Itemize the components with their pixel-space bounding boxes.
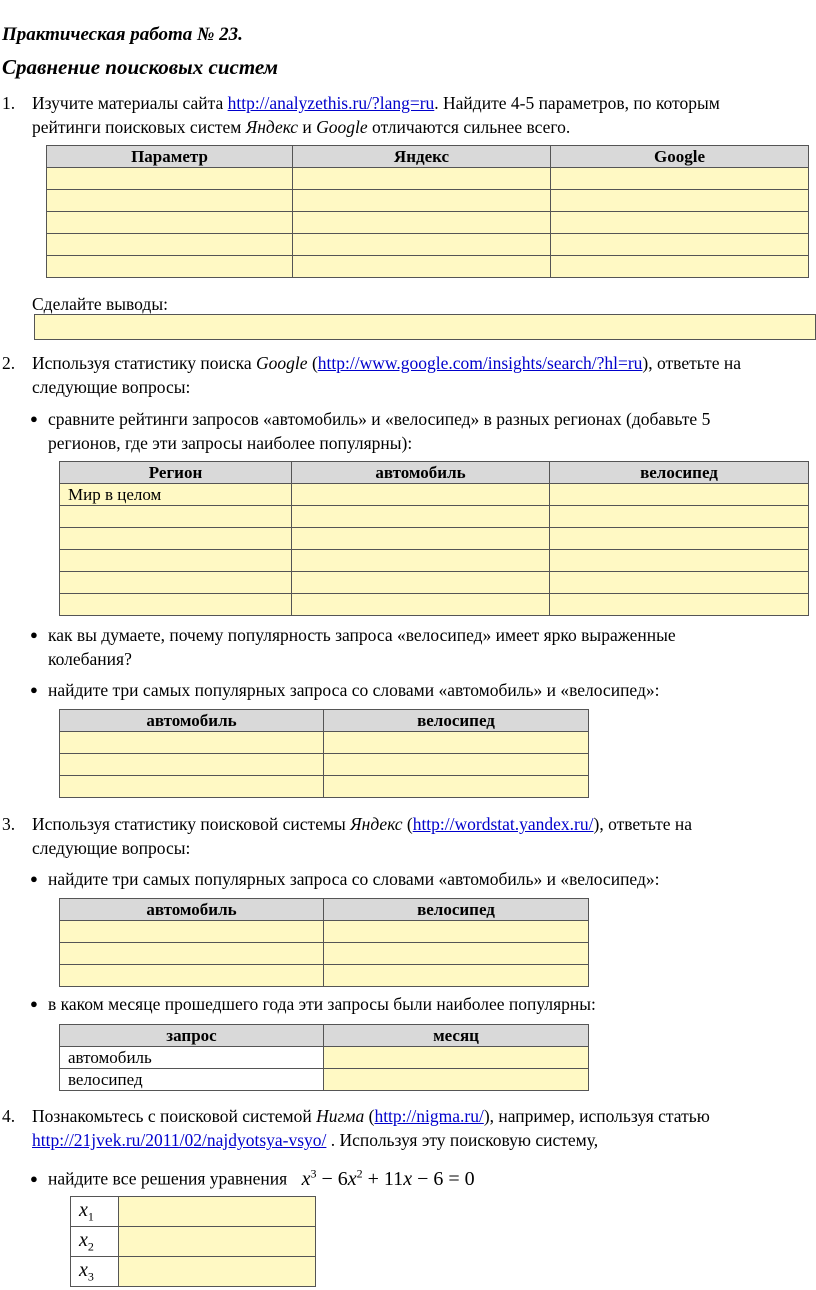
answer-cell[interactable]	[324, 943, 589, 965]
yandex-top-queries-table	[59, 898, 589, 987]
answer-cell[interactable]	[292, 484, 550, 506]
bullet-icon: ●	[30, 996, 38, 1011]
answer-cell[interactable]	[119, 1227, 316, 1257]
table-row	[60, 965, 589, 987]
bullet-month: ● в каком месяце прошедшего года эти запросы были наиболее популярны:	[30, 994, 596, 1014]
answer-cell[interactable]	[119, 1197, 316, 1227]
query-cell: велосипед	[60, 1069, 324, 1091]
answer-cell[interactable]	[60, 550, 292, 572]
task2-text: 2. Используя статистику поиска Google (http://www.google.com/insights/search/?hl=ru), ответьте на следующие вопросы:	[2, 353, 741, 397]
bullet-top-queries-google: ● найдите три самых популярных запроса со словами «автомобиль» и «велосипед»:	[30, 680, 660, 700]
answer-cell[interactable]	[551, 168, 809, 190]
answer-cell[interactable]	[550, 572, 809, 594]
col-header-bicycle: велосипед	[324, 710, 589, 732]
table-row	[60, 943, 589, 965]
bullet-fluctuations: ● как вы думаете, почему популярность запроса «велосипед» имеет ярко выраженные колебания?	[30, 625, 676, 669]
task4-link-nigma[interactable]: http://nigma.ru/	[374, 1106, 484, 1126]
table-row	[60, 550, 809, 572]
table-row	[47, 256, 809, 278]
col-header-bicycle: велосипед	[550, 462, 809, 484]
answer-cell[interactable]	[292, 506, 550, 528]
answer-cell[interactable]	[550, 594, 809, 616]
subject-title: Сравнение поисковых систем	[2, 55, 279, 79]
answer-cell[interactable]	[60, 754, 324, 776]
answer-cell[interactable]	[60, 921, 324, 943]
table-row	[47, 168, 809, 190]
col-header-automobile: автомобиль	[60, 899, 324, 921]
answer-cell[interactable]	[60, 506, 292, 528]
answer-cell[interactable]	[60, 732, 324, 754]
answer-cell[interactable]	[551, 256, 809, 278]
answer-cell[interactable]	[324, 776, 589, 798]
table-row	[71, 1257, 316, 1287]
table-row	[60, 921, 589, 943]
bullet-icon: ●	[30, 682, 38, 697]
col-header-google: Google	[551, 146, 809, 168]
work-title: Практическая работа № 23.	[2, 24, 243, 45]
month-table	[59, 1024, 589, 1091]
answer-cell[interactable]	[47, 234, 293, 256]
answer-cell[interactable]	[324, 1047, 589, 1069]
task1-text: 1. Изучите материалы сайта http://analyzethis.ru/?lang=ru. Найдите 4-5 параметров, по которым рейтинги поисковых систем Яндекс и Google отличаются сильнее всего.	[2, 93, 720, 137]
conclusion-field[interactable]	[34, 314, 816, 340]
answer-cell[interactable]	[119, 1257, 316, 1287]
col-header-automobile: автомобиль	[60, 710, 324, 732]
table-row	[60, 506, 809, 528]
table-row	[71, 1197, 316, 1227]
table-row	[60, 732, 589, 754]
answer-cell[interactable]	[551, 234, 809, 256]
answer-cell[interactable]	[292, 572, 550, 594]
table-row	[60, 1069, 589, 1091]
table-row	[47, 234, 809, 256]
task4-number: 4.	[2, 1106, 16, 1126]
task4-text: 4. Познакомьтесь с поисковой системой Нигма (http://nigma.ru/), например, используя статью http://21jvek.ru/2011/02/najdyotsya-vsyo/ . Используя эту поисковую систему,	[2, 1106, 710, 1150]
task2-link[interactable]: http://www.google.com/insights/search/?hl=ru	[317, 353, 643, 373]
root-label: $x_1$	[71, 1197, 119, 1227]
table-row	[47, 190, 809, 212]
col-header-automobile: автомобиль	[292, 462, 550, 484]
answer-cell[interactable]	[293, 212, 551, 234]
google-top-queries-table	[59, 709, 589, 798]
table-row	[60, 484, 809, 506]
answer-cell[interactable]	[550, 506, 809, 528]
task1-link[interactable]: http://analyzethis.ru/?lang=ru	[227, 93, 435, 113]
table-row	[60, 1047, 589, 1069]
bullet-regions: ● сравните рейтинги запросов «автомобиль» и «велосипед» в разных регионах (добавьте 5 регионов, где эти запросы наиболее популярны):	[30, 409, 711, 453]
answer-cell[interactable]	[550, 528, 809, 550]
answer-cell[interactable]	[293, 190, 551, 212]
bullet-equation: ● найдите все решения уравнения $x^3 - 6x^2 + 11x - 6 = 0$	[30, 1166, 475, 1190]
table-row	[60, 594, 809, 616]
answer-cell[interactable]	[550, 550, 809, 572]
table-row	[60, 754, 589, 776]
table-row	[60, 528, 809, 550]
parameters-table	[46, 145, 809, 278]
answer-cell[interactable]	[293, 168, 551, 190]
answer-cell[interactable]	[551, 190, 809, 212]
task3-number: 3.	[2, 814, 16, 834]
table-row	[71, 1227, 316, 1257]
answer-cell[interactable]	[60, 594, 292, 616]
root-label: $x_3$	[71, 1257, 119, 1287]
conclusion-label: Сделайте выводы:	[32, 294, 168, 314]
answer-cell[interactable]	[293, 234, 551, 256]
bullet-icon: ●	[30, 871, 38, 886]
col-header-query: запрос	[60, 1025, 324, 1047]
answer-cell[interactable]	[47, 256, 293, 278]
table-row	[60, 776, 589, 798]
answer-cell[interactable]	[292, 594, 550, 616]
answer-cell[interactable]	[324, 965, 589, 987]
answer-cell[interactable]	[60, 572, 292, 594]
bullet-icon: ●	[30, 627, 38, 642]
answer-cell[interactable]	[60, 943, 324, 965]
root-label: $x_2$	[71, 1227, 119, 1257]
answer-cell[interactable]	[293, 256, 551, 278]
col-header-month: месяц	[324, 1025, 589, 1047]
answer-cell[interactable]	[324, 732, 589, 754]
bullet-icon: ●	[30, 411, 38, 426]
equation: $x^3 - 6x^2 + 11x - 6 = 0$	[301, 1166, 475, 1190]
bullet-top-queries-yandex: ● найдите три самых популярных запроса со словами «автомобиль» и «велосипед»:	[30, 869, 660, 889]
roots-table	[70, 1196, 316, 1287]
answer-cell[interactable]	[47, 212, 293, 234]
answer-cell[interactable]	[292, 528, 550, 550]
answer-cell[interactable]	[324, 754, 589, 776]
task4-link-article[interactable]: http://21jvek.ru/2011/02/najdyotsya-vsyo/	[32, 1130, 327, 1150]
col-header-region: Регион	[60, 462, 292, 484]
col-header-bicycle: велосипед	[324, 899, 589, 921]
task3-link[interactable]: http://wordstat.yandex.ru/	[412, 814, 594, 834]
task1-number: 1.	[2, 93, 16, 113]
answer-cell[interactable]	[292, 550, 550, 572]
task3-text: 3. Используя статистику поисковой системы Яндекс (http://wordstat.yandex.ru/), ответьте на следующие вопросы:	[2, 814, 693, 858]
answer-cell[interactable]	[550, 484, 809, 506]
answer-cell[interactable]	[60, 528, 292, 550]
task2-number: 2.	[2, 353, 16, 373]
bullet-icon: ●	[30, 1170, 38, 1186]
region-cell: Мир в целом	[60, 484, 292, 506]
answer-cell[interactable]	[60, 776, 324, 798]
answer-cell[interactable]	[324, 921, 589, 943]
answer-cell[interactable]	[47, 168, 293, 190]
table-row	[60, 572, 809, 594]
table-row	[47, 212, 809, 234]
answer-cell[interactable]	[60, 965, 324, 987]
answer-cell[interactable]	[47, 190, 293, 212]
col-header-parameter: Параметр	[47, 146, 293, 168]
col-header-yandex: Яндекс	[293, 146, 551, 168]
regions-table	[59, 461, 809, 616]
answer-cell[interactable]	[551, 212, 809, 234]
query-cell: автомобиль	[60, 1047, 324, 1069]
answer-cell[interactable]	[324, 1069, 589, 1091]
